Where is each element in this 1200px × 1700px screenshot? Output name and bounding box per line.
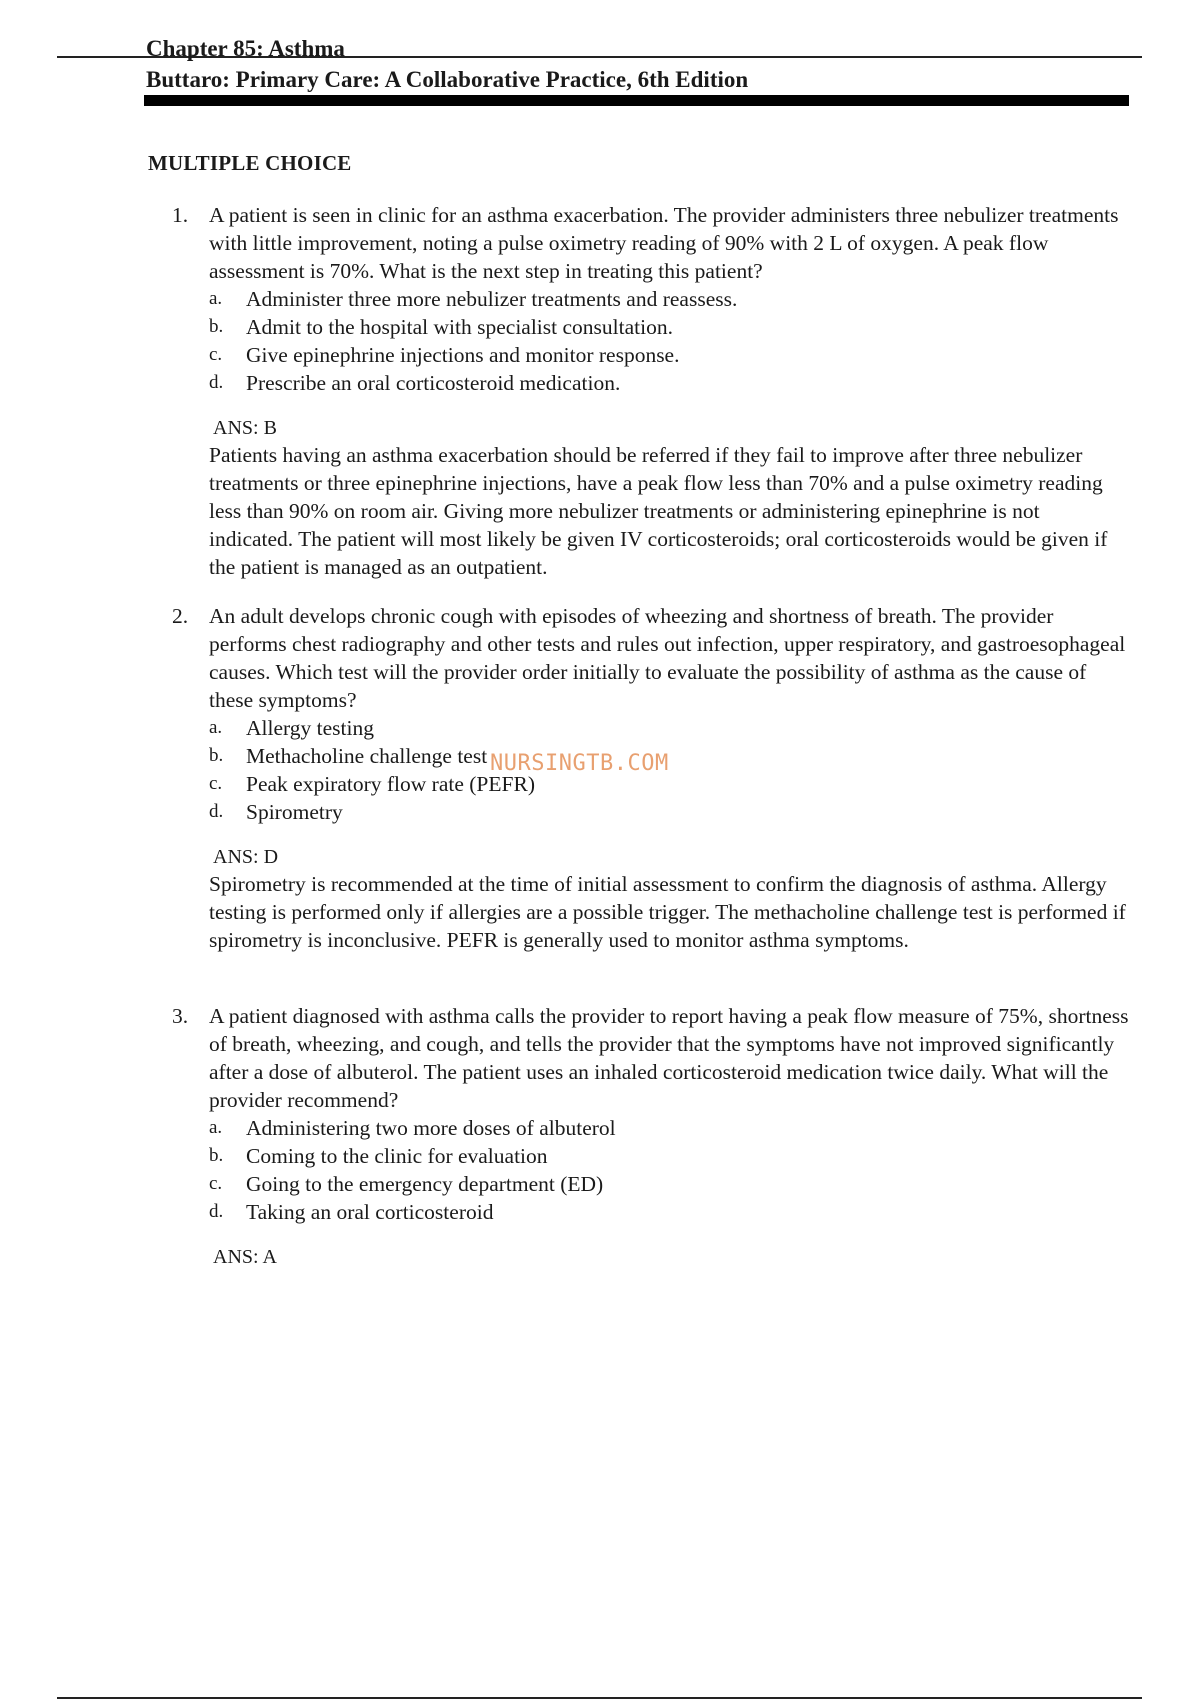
- option-a: [209, 1114, 1132, 1142]
- option-text: Coming to the clinic for evaluation: [246, 1144, 548, 1168]
- option-text: Taking an oral corticosteroid: [246, 1200, 494, 1224]
- option-text: Administer three more nebulizer treatments and reassess.: [246, 287, 738, 311]
- option-letter: a.: [209, 288, 223, 309]
- option-text: Going to the emergency department (ED): [246, 1172, 604, 1196]
- question-3: [172, 1002, 1132, 1270]
- option-a: [209, 714, 1132, 742]
- answer-options: [209, 285, 1132, 397]
- question-stem: An adult develops chronic cough with episodes of wheezing and shortness of breath. The provider performs chest radiography and other tests and rules out infection, upper respiratory, and gastroesophageal causes. Which test will the provider order initially to evaluate the possibility of asthma as the cause of these symptoms?: [209, 604, 1126, 712]
- answer-key: ANS: B: [213, 417, 277, 439]
- option-d: [209, 1198, 1132, 1226]
- watermark: NURSINGTB.COM: [490, 751, 669, 776]
- question-stem: A patient is seen in clinic for an asthma exacerbation. The provider administers three nebulizer treatments with little improvement, noting a pulse oximetry reading of 90% with 2 L of oxygen. A peak flow assessment is 70%. What is the next step in treating this patient?: [209, 203, 1119, 283]
- answer-options: [209, 1114, 1132, 1226]
- header-thick-rule: [144, 95, 1129, 106]
- option-letter: c.: [209, 344, 223, 365]
- question-number: 2.: [172, 604, 189, 628]
- option-text: Peak expiratory flow rate (PEFR): [246, 772, 535, 796]
- option-b: [209, 742, 1132, 770]
- question-number: 3.: [172, 1004, 189, 1028]
- option-a: [209, 285, 1132, 313]
- question-2: [172, 602, 1132, 954]
- option-letter: a.: [209, 1117, 223, 1138]
- option-b: [209, 1142, 1132, 1170]
- question-1: [172, 201, 1132, 581]
- option-d: [209, 798, 1132, 826]
- option-text: Administering two more doses of albuterol: [246, 1116, 616, 1140]
- question-stem: A patient diagnosed with asthma calls the provider to report having a peak flow measure of 75%, shortness of breath, wheezing, and cough, and tells the provider that the symptoms have not improved significantly after a dose of albuterol. The patient uses an inhaled corticosteroid medication twice daily. What will the provider recommend?: [209, 1004, 1129, 1112]
- answer-key: ANS: D: [213, 846, 279, 868]
- answer-rationale: Spirometry is recommended at the time of initial assessment to confirm the diagnosis of asthma. Allergy testing is performed only if allergies are a possible trigger. The methacholine challenge test is performed if spirometry is inconclusive. PEFR is generally used to monitor asthma symptoms.: [209, 872, 1126, 952]
- section-heading: MULTIPLE CHOICE: [148, 151, 352, 175]
- option-letter: d.: [209, 372, 224, 393]
- option-text: Give epinephrine injections and monitor response.: [246, 343, 680, 367]
- option-letter: b.: [209, 745, 224, 766]
- option-letter: d.: [209, 1201, 224, 1222]
- chapter-title: Chapter 85: Asthma: [146, 36, 345, 61]
- option-text: Admit to the hospital with specialist consultation.: [246, 315, 673, 339]
- option-letter: b.: [209, 316, 224, 337]
- option-text: Allergy testing: [246, 716, 374, 740]
- option-letter: c.: [209, 1173, 223, 1194]
- question-number: 1.: [172, 203, 189, 227]
- footer-rule: [57, 1697, 1142, 1699]
- option-text: Prescribe an oral corticosteroid medication.: [246, 371, 621, 395]
- option-letter: d.: [209, 801, 224, 822]
- option-c: [209, 1170, 1132, 1198]
- option-b: [209, 313, 1132, 341]
- option-letter: c.: [209, 773, 223, 794]
- option-letter: a.: [209, 717, 223, 738]
- option-c: [209, 770, 1132, 798]
- answer-key: ANS: A: [213, 1246, 277, 1268]
- option-d: [209, 369, 1132, 397]
- option-text: Methacholine challenge test: [246, 744, 488, 768]
- option-letter: b.: [209, 1145, 224, 1166]
- option-c: [209, 341, 1132, 369]
- answer-options: [209, 714, 1132, 826]
- answer-rationale: Patients having an asthma exacerbation should be referred if they fail to improve after three nebulizer treatments or three epinephrine injections, have a peak flow less than 70% and a pulse oximetry reading less than 90% on room air. Giving more nebulizer treatments or administering epinephrine is not indicated. The patient will most likely be given IV corticosteroids; oral corticosteroids would be given if the patient is managed as an outpatient.: [209, 443, 1108, 579]
- option-text: Spirometry: [246, 800, 343, 824]
- book-title: Buttaro: Primary Care: A Collaborative Practice, 6th Edition: [146, 67, 749, 92]
